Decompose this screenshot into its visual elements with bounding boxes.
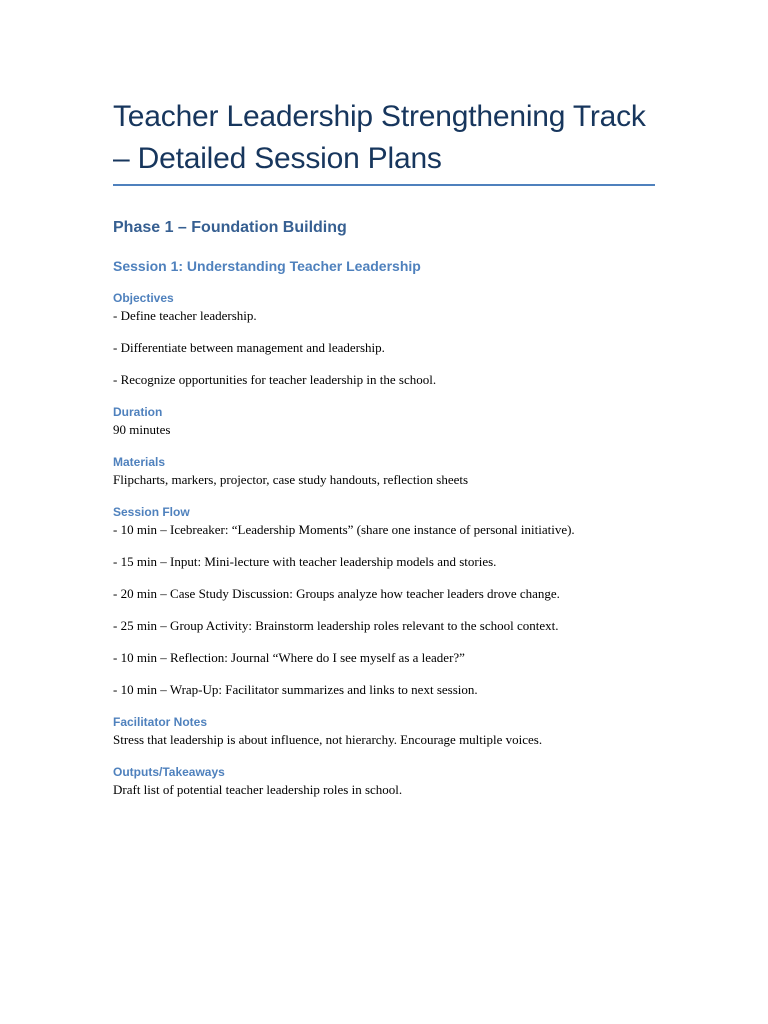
duration-label: Duration [113,405,163,419]
title-divider [113,184,655,186]
objective-item: - Define teacher leadership. [113,308,257,323]
outputs-section [113,764,655,800]
facilitator-notes-label: Facilitator Notes [113,715,208,729]
session-flow-item: - 10 min – Reflection: Journal “Where do I see myself as a leader?” [113,650,465,665]
document-page [113,0,655,800]
facilitator-notes-section [113,714,655,750]
materials-section [113,454,655,490]
facilitator-notes-text: Stress that leadership is about influence, not hierarchy. Encourage multiple voices. [113,732,543,747]
duration-text: 90 minutes [113,422,171,437]
objective-item: - Differentiate between management and leadership. [113,340,385,355]
document-title: Teacher Leadership Strengthening Track – Detailed Session Plans [113,100,646,175]
session-flow-item: - 10 min – Wrap-Up: Facilitator summarizes and links to next session. [113,682,478,697]
materials-text: Flipcharts, markers, projector, case study handouts, reflection sheets [113,472,469,487]
session-flow-item: - 10 min – Icebreaker: “Leadership Moments” (share one instance of personal initiative). [113,522,575,537]
objectives-label: Objectives [113,291,174,305]
session-flow-section [113,504,655,700]
session-flow-label: Session Flow [113,505,190,519]
objective-item: - Recognize opportunities for teacher leadership in the school. [113,372,437,387]
outputs-text: Draft list of potential teacher leadership roles in school. [113,782,403,797]
objectives-section [113,290,655,390]
session-flow-item: - 25 min – Group Activity: Brainstorm leadership roles relevant to the school context. [113,618,559,633]
outputs-label: Outputs/Takeaways [113,765,225,779]
duration-section [113,404,655,440]
materials-label: Materials [113,455,166,469]
phase-heading: Phase 1 – Foundation Building [113,219,347,236]
session-heading: Session 1: Understanding Teacher Leadership [113,258,421,274]
session-flow-item: - 15 min – Input: Mini-lecture with teacher leadership models and stories. [113,554,497,569]
session-flow-item: - 20 min – Case Study Discussion: Groups analyze how teacher leaders drove change. [113,586,560,601]
